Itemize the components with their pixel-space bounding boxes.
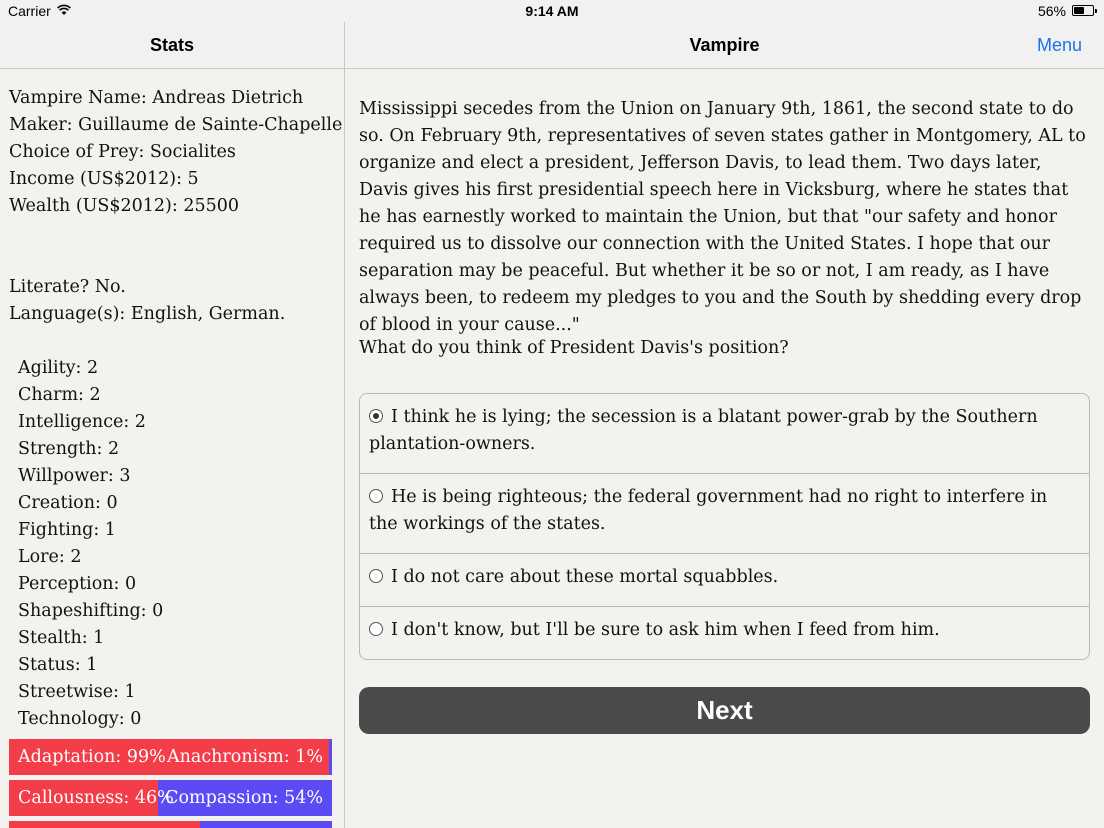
- radio-icon[interactable]: [369, 409, 383, 423]
- attr-creation: Creation: 0: [18, 493, 118, 513]
- choice-label: He is being righteous; the federal government had no right to interfere in the workings of the states.: [369, 487, 1048, 534]
- attr-agility: Agility: 2: [18, 358, 99, 378]
- callousness-compassion-bar: [9, 780, 332, 816]
- game-title: Vampire: [689, 35, 760, 55]
- choice-label: I think he is lying; the secession is a blatant power-grab by the Southern plantation-owners.: [369, 407, 1038, 454]
- choice-option[interactable]: [360, 554, 1089, 607]
- compassion-label: Compassion: 54%: [165, 788, 323, 808]
- radio-icon[interactable]: [369, 489, 383, 503]
- adaptation-label: Adaptation: 99%: [18, 747, 166, 767]
- third-bar-fill: [9, 821, 200, 828]
- radio-icon[interactable]: [369, 622, 383, 636]
- carrier-label: Carrier: [8, 3, 51, 19]
- attr-streetwise: Streetwise: 1: [18, 682, 136, 702]
- attr-perception: Perception: 0: [18, 574, 137, 594]
- radio-icon[interactable]: [369, 569, 383, 583]
- vampire-name: Vampire Name: Andreas Dietrich: [9, 88, 304, 108]
- clock: 9:14 AM: [525, 3, 579, 19]
- attr-lore: Lore: 2: [18, 547, 82, 567]
- game-header: [345, 22, 1104, 69]
- adaptation-anachronism-bar: [9, 739, 332, 775]
- attr-stealth: Stealth: 1: [18, 628, 105, 648]
- battery-icon: [1072, 5, 1094, 16]
- choice-label: I don't know, but I'll be sure to ask him when I feed from him.: [391, 620, 940, 640]
- callousness-label: Callousness: 46%: [18, 788, 174, 808]
- literate: Literate? No.: [9, 277, 126, 297]
- choice-option[interactable]: [360, 607, 1089, 659]
- anachronism-label: Anachronism: 1%: [167, 747, 323, 767]
- battery-percent: 56%: [1037, 3, 1066, 19]
- stats-header: [0, 22, 345, 69]
- story-text: Mississippi secedes from the Union on January 9th, 1861, the second state to do so. On February 9th, representatives of seven states gather in Montgomery, AL to organize and elect a president, Jefferson Davis, to lead them. Two days later, Davis gives his first presidential speech here in Vicksburg, where he states that he has earnestly worked to maintain the Union, but that "our safety and honor required us to dissolve our connection with the United States. I hope that our separation may be peaceful. But whether it be so or not, I am ready, as I have always been, to redeem my pledges to you and the South by shedding every drop of blood in your cause...": [359, 99, 1086, 335]
- choice-list: [359, 393, 1090, 660]
- attr-willpower: Willpower: 3: [18, 466, 131, 486]
- status-bar: [0, 0, 1104, 22]
- attr-technology: Technology: 0: [18, 709, 142, 729]
- attr-charm: Charm: 2: [18, 385, 101, 405]
- choice-option[interactable]: [360, 474, 1089, 554]
- game-panel: [345, 69, 1104, 828]
- stats-title: Stats: [149, 35, 194, 55]
- wealth: Wealth (US$2012): 25500: [9, 196, 240, 216]
- choice-of-prey: Choice of Prey: Socialites: [9, 142, 236, 162]
- choice-option[interactable]: [360, 394, 1089, 474]
- attr-status: Status: 1: [18, 655, 98, 675]
- attr-fighting: Fighting: 1: [18, 520, 116, 540]
- menu-button[interactable]: Menu: [1036, 35, 1082, 55]
- third-opposed-bar: [9, 821, 332, 828]
- attr-strength: Strength: 2: [18, 439, 120, 459]
- next-button[interactable]: Next: [359, 687, 1090, 734]
- maker: Maker: Guillaume de Sainte-Chapelle: [9, 115, 343, 135]
- question-text: What do you think of President Davis's position?: [359, 338, 789, 358]
- attr-intelligence: Intelligence: 2: [18, 412, 146, 432]
- choice-label: I do not care about these mortal squabbles.: [391, 567, 779, 587]
- income: Income (US$2012): 5: [9, 169, 199, 189]
- stats-panel[interactable]: [0, 69, 345, 828]
- attr-shapeshifting: Shapeshifting: 0: [18, 601, 164, 621]
- languages: Language(s): English, German.: [9, 304, 286, 324]
